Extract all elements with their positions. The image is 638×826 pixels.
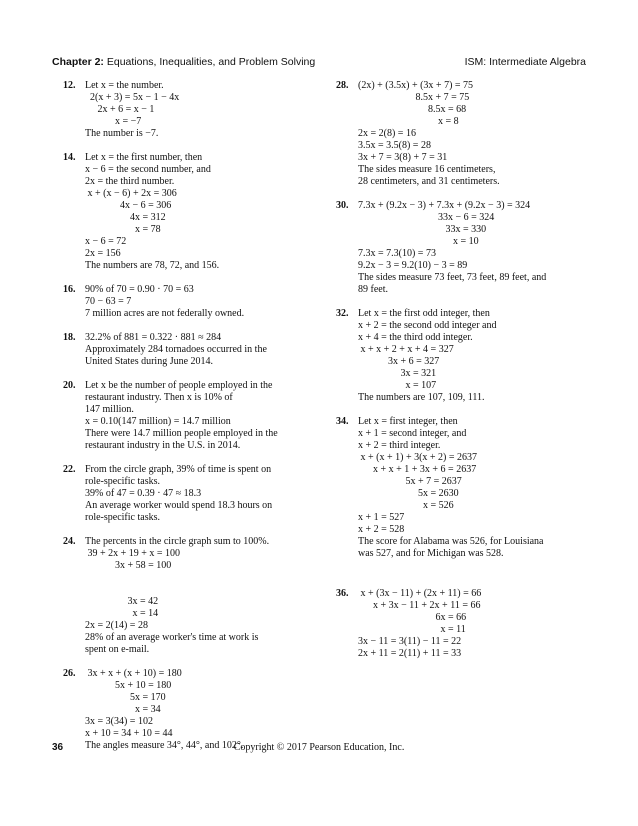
problem-14 xyxy=(63,152,325,272)
problem-36 xyxy=(336,588,586,660)
left-column xyxy=(63,80,325,752)
solution-line: 3x + 58 = 100 xyxy=(85,560,172,571)
solution-line: 4x = 312 xyxy=(85,212,166,223)
solution-line: x + 3x − 11 + 2x + 11 = 66 xyxy=(358,600,481,611)
page-footer xyxy=(52,742,586,756)
problem-24 xyxy=(63,536,325,656)
solution-line: 89 feet. xyxy=(358,284,388,295)
chapter-heading xyxy=(52,56,315,68)
problem-solution xyxy=(85,80,325,140)
solution-line: 9.2x − 3 = 9.2(10) − 3 = 89 xyxy=(358,260,468,271)
solution-line: x + 2 = third integer. xyxy=(358,440,441,451)
page-header xyxy=(52,56,586,70)
solution-line: x = 0.10(147 million) = 14.7 million xyxy=(85,416,231,427)
solution-line: Let x = the first odd integer, then xyxy=(358,308,490,319)
solution-line: x + (3x − 11) + (2x + 11) = 66 xyxy=(358,588,482,599)
solution-line: 3x + 7 = 3(8) + 7 = 31 xyxy=(358,152,448,163)
solution-line: There were 14.7 million people employed in the xyxy=(85,428,278,439)
problem-18 xyxy=(63,332,325,368)
solution-line: x + 10 = 34 + 10 = 44 xyxy=(85,728,173,739)
solution-line: x − 6 = the second number, and xyxy=(85,164,211,175)
problem-30 xyxy=(336,200,586,296)
solution-line: x = 78 xyxy=(85,224,161,235)
problem-number: 14. xyxy=(63,152,76,163)
solution-line: Let x = the first number, then xyxy=(85,152,203,163)
solution-line: Let x be the number of people employed in the xyxy=(85,380,273,391)
solution-line: 3x = 321 xyxy=(358,368,437,379)
solution-line: x = 107 xyxy=(358,380,437,391)
solution-line: 39% of 47 = 0.39 · 47 ≈ 18.3 xyxy=(85,488,202,499)
problem-number: 36. xyxy=(336,588,349,599)
problem-solution xyxy=(85,284,325,320)
solution-line: 2x + 6 = x − 1 xyxy=(85,104,155,115)
problem-number: 34. xyxy=(336,416,349,427)
solution-line: The score for Alabama was 526, for Louisiana xyxy=(358,536,544,547)
solution-line: 28% of an average worker's time at work is xyxy=(85,632,259,643)
solution-line: 8.5x + 7 = 75 xyxy=(358,92,470,103)
chapter-label: Chapter 2: xyxy=(52,56,104,68)
solution-line: Let x = the number. xyxy=(85,80,164,91)
solution-line: x = −7 xyxy=(85,116,142,127)
solution-line: x + (x − 6) + 2x = 306 xyxy=(85,188,177,199)
problem-number: 32. xyxy=(336,308,349,319)
problem-number: 26. xyxy=(63,668,76,679)
solution-line: x = 14 xyxy=(85,608,159,619)
problem-number: 16. xyxy=(63,284,76,295)
solution-line: The sides measure 16 centimeters, xyxy=(358,164,496,175)
solution-line: 33x − 6 = 324 xyxy=(358,212,495,223)
solution-line: 8.5x = 68 xyxy=(358,104,467,115)
problem-solution xyxy=(85,332,325,368)
problem-solution xyxy=(358,200,586,296)
solution-line: 2x + 11 = 2(11) + 11 = 33 xyxy=(358,648,462,659)
solution-line: 5x + 7 = 2637 xyxy=(358,476,462,487)
problem-20 xyxy=(63,380,325,452)
problem-solution xyxy=(85,464,325,524)
solution-line: Approximately 284 tornadoes occurred in the xyxy=(85,344,267,355)
solution-line: 3x − 11 = 3(11) − 11 = 22 xyxy=(358,636,462,647)
solution-line: x = 10 xyxy=(358,236,479,247)
solution-line: 3x + 6 = 327 xyxy=(358,356,440,367)
problem-number: 18. xyxy=(63,332,76,343)
solution-line: The numbers are 107, 109, 111. xyxy=(358,392,485,403)
solution-line: From the circle graph, 39% of time is spent on xyxy=(85,464,272,475)
solution-line: 7.3x + (9.2x − 3) + 7.3x + (9.2x − 3) = 324 xyxy=(358,200,531,211)
solution-line: An average worker would spend 18.3 hours on xyxy=(85,500,273,511)
problem-solution xyxy=(85,152,325,272)
solution-line: 5x + 10 = 180 xyxy=(85,680,172,691)
solution-line: 39 + 2x + 19 + x = 100 xyxy=(85,548,181,559)
solution-line: was 527, and for Michigan was 528. xyxy=(358,548,504,559)
problem-solution xyxy=(85,536,325,656)
solution-line: 33x = 330 xyxy=(358,224,487,235)
problem-solution xyxy=(358,416,586,560)
book-title: ISM: Intermediate Algebra xyxy=(464,56,586,68)
solution-line: x + 4 = the third odd integer. xyxy=(358,332,473,343)
problem-solution xyxy=(85,668,325,752)
solution-line: x = 8 xyxy=(358,116,459,127)
solution-line: 3x = 42 xyxy=(85,596,159,607)
chapter-title: Equations, Inequalities, and Problem Solving xyxy=(103,56,316,68)
problem-number: 12. xyxy=(63,80,76,91)
solution-line: 5x = 2630 xyxy=(358,488,459,499)
solution-line: The percents in the circle graph sum to 100%. xyxy=(85,536,270,547)
problem-34 xyxy=(336,416,586,560)
solution-line: x + 2 = the second odd integer and xyxy=(358,320,497,331)
solution-line: 4x − 6 = 306 xyxy=(85,200,172,211)
problem-12 xyxy=(63,80,325,140)
page-number: 36 xyxy=(52,742,64,753)
solution-line: The numbers are 78, 72, and 156. xyxy=(85,260,220,271)
problem-number: 20. xyxy=(63,380,76,391)
solution-line: 3x = 3(34) = 102 xyxy=(85,716,153,727)
solution-line: 3x + x + (x + 10) = 180 xyxy=(85,668,182,679)
solution-line: 90% of 70 = 0.90 · 70 = 63 xyxy=(85,284,194,295)
solution-line: 7 million acres are not federally owned. xyxy=(85,308,245,319)
solution-line: x = 526 xyxy=(358,500,454,511)
solution-line: x + 1 = 527 xyxy=(358,512,405,523)
solution-line: spent on e-mail. xyxy=(85,644,150,655)
problem-22 xyxy=(63,464,325,524)
solution-line: The angles measure 34°, 44°, and 102°. xyxy=(85,740,244,751)
solution-line: 2x = the third number. xyxy=(85,176,175,187)
problem-number: 30. xyxy=(336,200,349,211)
solution-line: 7.3x = 7.3(10) = 73 xyxy=(358,248,436,259)
solution-line: 2x = 156 xyxy=(85,248,121,259)
solution-line: role-specific tasks. xyxy=(85,476,160,487)
solution-line: x + (x + 1) + 3(x + 2) = 2637 xyxy=(358,452,478,463)
solution-line: 2x = 2(14) = 28 xyxy=(85,620,148,631)
problem-solution xyxy=(358,80,586,188)
problem-28 xyxy=(336,80,586,188)
solution-line: 6x = 66 xyxy=(358,612,467,623)
solution-line: x + 1 = second integer, and xyxy=(358,428,467,439)
solution-line: 2(x + 3) = 5x − 1 − 4x xyxy=(85,92,180,103)
problem-solution xyxy=(358,308,586,404)
solution-line: x + 2 = 528 xyxy=(358,524,405,535)
solution-line: 28 centimeters, and 31 centimeters. xyxy=(358,176,500,187)
solution-line: 5x = 170 xyxy=(85,692,166,703)
problem-solution xyxy=(85,380,325,452)
solution-line: 32.2% of 881 = 0.322 · 881 ≈ 284 xyxy=(85,332,222,343)
solution-line xyxy=(85,572,325,584)
solution-line xyxy=(85,584,325,596)
solution-line: role-specific tasks. xyxy=(85,512,160,523)
solution-line: 3.5x = 3.5(8) = 28 xyxy=(358,140,431,151)
solution-line: The number is −7. xyxy=(85,128,159,139)
solution-line: restaurant industry. Then x is 10% of xyxy=(85,392,233,403)
right-column xyxy=(336,80,586,660)
solution-line: United States during June 2014. xyxy=(85,356,214,367)
problem-26 xyxy=(63,668,325,752)
copyright-notice: Copyright © 2017 Pearson Education, Inc. xyxy=(233,742,405,753)
solution-line: 2x = 2(8) = 16 xyxy=(358,128,416,139)
problem-32 xyxy=(336,308,586,404)
solution-line: x + x + 2 + x + 4 = 327 xyxy=(358,344,454,355)
problem-number: 22. xyxy=(63,464,76,475)
solution-line: restaurant industry in the U.S. in 2014. xyxy=(85,440,241,451)
solution-line: x = 11 xyxy=(358,624,466,635)
problem-number: 24. xyxy=(63,536,76,547)
solution-line: x + x + 1 + 3x + 6 = 2637 xyxy=(358,464,477,475)
solution-line: (2x) + (3.5x) + (3x + 7) = 75 xyxy=(358,80,474,91)
solution-line: 147 million. xyxy=(85,404,134,415)
problem-16 xyxy=(63,284,325,320)
problem-solution xyxy=(358,588,586,660)
solution-line: The sides measure 73 feet, 73 feet, 89 feet, and xyxy=(358,272,547,283)
solution-line: x − 6 = 72 xyxy=(85,236,127,247)
solution-line: 70 − 63 = 7 xyxy=(85,296,132,307)
solution-line: x = 34 xyxy=(85,704,161,715)
problem-number: 28. xyxy=(336,80,349,91)
solution-line: Let x = first integer, then xyxy=(358,416,458,427)
